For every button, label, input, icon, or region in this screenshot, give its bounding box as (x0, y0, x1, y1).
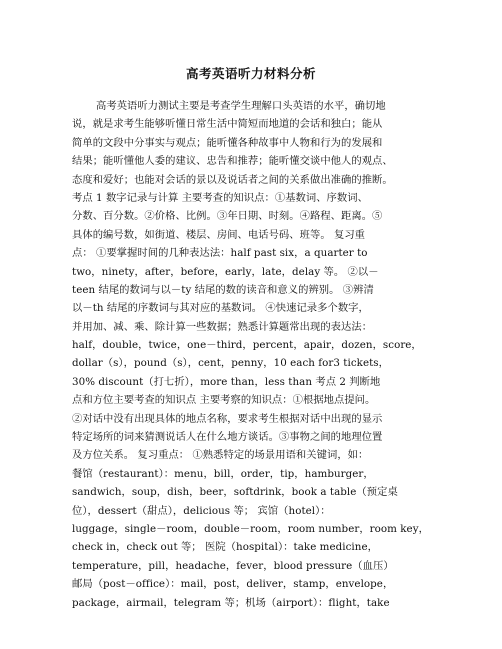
paragraph-line: 点和方位主要考查的知识点 主要考察的知识点：①根据地点提问。 (72, 394, 376, 407)
paragraph-line: 态度和爱好；也能对会话的景以及说话者之间的关系做出准确的推断。 (72, 173, 393, 186)
paragraph-line: 位），dessert（甜点），delicious 等； 宾馆（hotel）： (72, 504, 331, 517)
paragraph-line: 考点 1 数字记录与计算 主要考查的知识点：①基数词、序数词、 (72, 191, 368, 204)
paragraph-line: package，airmail，telegram 等；机场（airport）：flight，take (72, 596, 390, 609)
document-title: 高考英语听力材料分析 (185, 66, 316, 81)
paragraph-line: temperature，pill，headache，fever，blood pressure（血压） (72, 559, 394, 572)
paragraph-line: half，double，twice，one－third，percent，apair，dozen，score， (72, 339, 422, 352)
paragraph-line: two，ninety，after，before，early，late，delay 等。 ②以－ (72, 265, 379, 278)
paragraph-line: dollar（s），pound（s），cent，penny，10 each for3 tickets， (72, 357, 389, 370)
paragraph-line: 点： ①要掌握时间的几种表达法：half past six，a quarter to (72, 247, 368, 260)
paragraph-line: luggage，single－room，double－room，room number，room key， (72, 522, 429, 535)
paragraph-line: 高考英语听力测试主要是考查学生理解口头英语的水平，确切地 (96, 100, 386, 112)
paragraph-line: 结果；能听懂他人委的建议、忠告和推荐；能听懂交谈中他人的观点、 (72, 155, 393, 168)
paragraph-line: ②对话中没有出现具体的地点名称，要求考生根据对话中出现的显示 (72, 412, 383, 425)
paragraph-line: 特定场所的词来猜测说话人在什么地方谈话。③事物之间的地理位置 (72, 431, 383, 444)
paragraph-line: 并用加、减、乘、除计算一些数据；熟悉计算题常出现的表达法： (72, 320, 373, 333)
paragraph-line: 餐馆（restaurant）：menu，bill，order，tip，hamburger， (72, 467, 374, 480)
paragraph-line: 说，就是求考生能够听懂日常生活中简短而地道的会话和独白；能从 (72, 118, 383, 131)
paragraph-line: 具体的编号数，如街道、楼层、房间、电话号码、班等。 复习重 (72, 228, 366, 241)
paragraph-line: 简单的文段中分事实与观点；能听懂各种故事中人物和行为的发展和 (72, 136, 383, 149)
paragraph-line: 分数、百分数。②价格、比例。③年日期、时刻。④路程、距离。⑤ (72, 210, 383, 223)
paragraph-line: 30% discount（打七折），more than，less than 考点 2 判断地 (72, 375, 381, 388)
paragraph-line: 邮局（post－office）：mail，post，deliver，stamp，envelope， (72, 578, 394, 591)
paragraph-line: 以－th 结尾的序数词与其对应的基数词。 ④快速记录多个数字， (72, 302, 369, 315)
paragraph-line: sandwich，soup，dish，beer，softdrink，book a table（预定桌 (72, 486, 398, 499)
document-body (72, 97, 444, 612)
paragraph-line: teen 结尾的数词与以－ty 结尾的数的读音和意义的辨别。 ③辨清 (72, 283, 374, 296)
paragraph-line: check in，check out 等； 医院（hospital）：take medicine， (72, 541, 378, 554)
paragraph-line: 及方位关系。 复习重点： ①熟悉特定的场景用语和关键词，如： (72, 449, 369, 462)
